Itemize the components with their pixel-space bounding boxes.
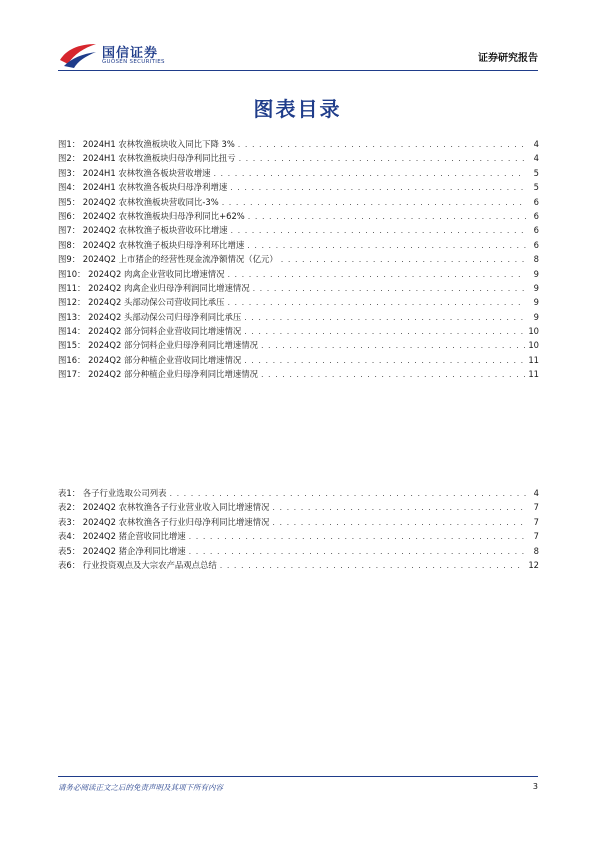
figure-entry-label: 图14： 2024Q2 部分饲料企业营收同比增速情况 [58,326,242,337]
table-entry-page: 7 [533,516,539,527]
figure-entry[interactable] [58,253,539,267]
table-entry[interactable] [58,559,539,573]
dot-leader [244,327,525,336]
figure-entry-label: 图6： 2024Q2 农林牧渔板块归母净利同比+62% [58,210,245,221]
header-divider [58,70,538,71]
table-entry[interactable] [58,487,539,501]
table-list [58,487,539,573]
page-title: 图表目录 [253,97,342,121]
dot-leader [261,370,525,379]
figure-entry[interactable] [58,339,539,353]
dot-leader [244,356,525,365]
dot-leader [248,212,526,221]
report-type-label: 证券研究报告 [478,53,538,64]
figure-entry-label: 图5： 2024Q2 农林牧渔板块营收同比-3% [58,196,219,207]
figure-entry[interactable] [58,138,539,152]
figure-entry-page: 9 [533,297,539,308]
figure-entry-label: 图13： 2024Q2 头部动保公司归母净利同比承压 [58,311,242,322]
dot-leader [238,140,526,149]
figure-entry-label: 图16： 2024Q2 部分种植企业营收同比增速情况 [58,354,242,365]
guosen-logo [58,40,168,70]
table-entry-label: 表6： 行业投资观点及大宗农产品观点总结 [58,559,217,570]
figure-entry-page: 6 [533,225,539,236]
figure-entry-page: 8 [533,254,539,265]
table-entry-label: 表4： 2024Q2 猪企营收同比增速 [58,531,186,542]
table-entry-page: 12 [528,559,539,570]
logo-text-en: GUOSEN SECURITIES [102,59,165,65]
figure-entry-label: 图11： 2024Q2 肉禽企业归母净利润同比增速情况 [58,282,250,293]
figure-entry[interactable] [58,368,539,382]
figure-entry-page: 4 [533,153,539,164]
figure-entry-label: 图17： 2024Q2 部分种植企业归母净利同比增速情况 [58,369,258,380]
figure-entry-page: 9 [533,282,539,293]
figure-entry-label: 图3： 2024H1 农林牧渔各板块营收增速 [58,167,211,178]
dot-leader [261,341,525,350]
dot-leader [272,503,526,512]
dot-leader [247,241,526,250]
dot-leader [244,313,526,322]
table-entry-label: 表2： 2024Q2 农林牧渔各子行业营业收入同比增速情况 [58,502,270,513]
figure-entry[interactable] [58,296,539,310]
figure-entry-page: 4 [533,139,539,149]
dot-leader [213,169,526,178]
figure-entry[interactable] [58,196,539,210]
dot-leader [230,183,526,192]
figure-entry[interactable] [58,268,539,282]
figure-entry-label: 图2： 2024H1 农林牧渔板块归母净利同比扭亏 [58,153,236,164]
table-entry-label: 表5： 2024Q2 猪企净利同比增速 [58,545,186,556]
figure-entry-page: 10 [528,340,539,351]
table-entry[interactable] [58,530,539,544]
figure-entry-label: 图7： 2024Q2 农林牧渔子板块营收环比增速 [58,225,228,236]
page-header [58,40,538,72]
figure-entry-label: 图10： 2024Q2 肉禽企业营收同比增速情况 [58,268,225,279]
figure-entry-label: 图12： 2024Q2 头部动保公司营收同比承压 [58,297,225,308]
table-entry-page: 4 [533,488,539,498]
figure-entry[interactable] [58,239,539,253]
dot-leader [220,561,526,570]
figure-entry-page: 11 [528,369,539,380]
figure-entry-page: 10 [528,326,539,337]
footer-divider [58,776,538,777]
table-entry[interactable] [58,501,539,515]
dot-leader [239,154,526,163]
dot-leader [170,489,527,498]
figure-entry-label: 图4： 2024H1 农林牧渔各板块归母净利增速 [58,182,228,193]
figure-entry[interactable] [58,224,539,238]
page-number: 3 [532,782,538,791]
figure-entry-label: 图15： 2024Q2 部分饲料企业归母净利同比增速情况 [58,340,258,351]
guosen-logo-mark-icon [58,42,98,68]
dot-leader [227,298,526,307]
table-entry-page: 8 [533,545,539,556]
figure-entry-label: 图1： 2024H1 农林牧渔板块收入同比下降 3% [58,139,235,149]
table-entry[interactable] [58,545,539,559]
figure-entry-page: 6 [533,210,539,221]
dot-leader [189,532,526,541]
table-entry[interactable] [58,516,539,530]
table-entry-page: 7 [533,531,539,542]
disclaimer-note: 请务必阅读正文之后的免责声明及其项下所有内容 [58,783,223,792]
table-entry-label: 表3： 2024Q2 农林牧渔各子行业归母净利同比增速情况 [58,516,270,527]
table-entry-label: 表1： 各子行业选取公司列表 [58,488,167,498]
figure-entry[interactable] [58,181,539,195]
dot-leader [222,198,526,207]
dot-leader [272,518,526,527]
figure-entry[interactable] [58,210,539,224]
figure-entry[interactable] [58,282,539,296]
figure-entry[interactable] [58,152,539,166]
dot-leader [227,270,526,279]
figure-entry-page: 11 [528,354,539,365]
table-entry-page: 7 [533,502,539,513]
logo-text-cn: 国信证券 [102,46,159,61]
figure-entry-label: 图9： 2024Q2 上市猪企的经营性现金流净额情况（亿元） [58,254,278,265]
dot-leader [231,226,526,235]
figure-entry-page: 5 [533,182,539,193]
figure-entry-page: 5 [533,167,539,178]
figure-entry[interactable] [58,311,539,325]
dot-leader [253,284,526,293]
figure-entry-page: 6 [533,239,539,250]
figure-list [58,138,539,383]
figure-entry-page: 9 [533,268,539,279]
dot-leader [189,547,526,556]
figure-entry-page: 6 [533,196,539,207]
figure-entry[interactable] [58,167,539,181]
figure-entry-label: 图8： 2024Q2 农林牧渔子板块归母净利环比增速 [58,239,245,250]
figure-entry-page: 9 [533,311,539,322]
figure-entry[interactable] [58,325,539,339]
dot-leader [281,255,526,264]
figure-entry[interactable] [58,354,539,368]
